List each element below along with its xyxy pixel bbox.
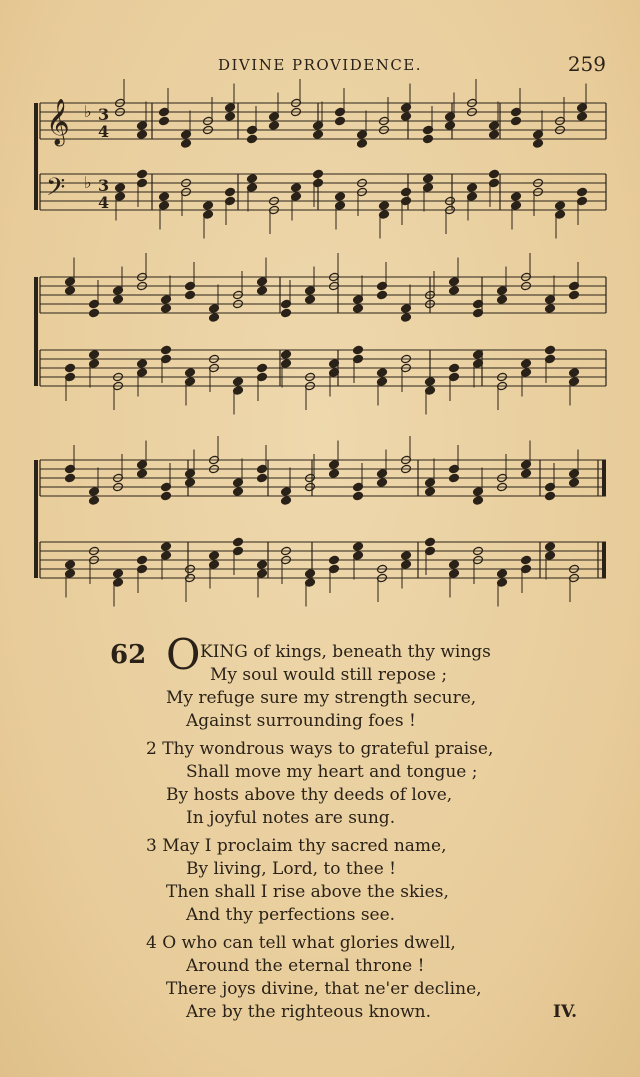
note-head <box>449 560 460 570</box>
time-signature-bottom: 4 <box>98 122 110 141</box>
verse-line: And thy perfections see. <box>186 905 396 925</box>
page-number: 259 <box>567 52 606 76</box>
note-head <box>449 286 460 296</box>
note-head <box>281 308 292 318</box>
note-head <box>313 169 324 179</box>
note-head <box>89 350 100 360</box>
note-head <box>401 112 412 122</box>
note-head <box>545 345 556 355</box>
note-head <box>233 537 244 547</box>
note-head <box>209 313 220 323</box>
verse-line: In joyful notes are sung. <box>186 808 396 828</box>
note-head <box>65 286 76 296</box>
note-head <box>545 491 556 501</box>
note-head <box>115 183 126 193</box>
note-head <box>281 350 292 360</box>
note-head <box>313 130 324 140</box>
note-head <box>497 295 508 305</box>
treble-clef: 𝄞 <box>46 99 70 145</box>
note-head <box>65 560 76 570</box>
note-head <box>137 469 148 479</box>
note-head <box>137 130 148 140</box>
bass-clef: 𝄢 <box>46 173 66 208</box>
note-head <box>445 121 456 131</box>
flat-sign: ♭ <box>84 173 92 192</box>
note-head <box>569 368 580 378</box>
note-head <box>185 478 196 488</box>
time-signature-top: 3 <box>98 176 110 195</box>
flat-sign: ♭ <box>84 102 92 121</box>
note-head <box>257 560 268 570</box>
note-head <box>425 487 436 497</box>
note-head <box>489 130 500 140</box>
verse-line: My refuge sure my strength secure, <box>166 688 477 708</box>
note-head <box>233 487 244 497</box>
note-head <box>185 290 196 300</box>
verse-line: Around the eternal throne ! <box>186 956 425 976</box>
note-head <box>335 192 346 202</box>
note-head <box>467 183 478 193</box>
verse-line: By living, Lord, to thee ! <box>186 859 397 879</box>
note-head <box>521 469 532 479</box>
note-head <box>113 569 124 579</box>
note-head <box>377 478 388 488</box>
note-head <box>305 295 316 305</box>
note-head <box>203 201 214 211</box>
note-head <box>329 555 340 565</box>
page-header-title: DIVINE PROVIDENCE. <box>217 56 423 74</box>
system-bracket <box>34 103 38 210</box>
note-head <box>161 345 172 355</box>
note-head <box>401 551 412 561</box>
note-head <box>577 187 588 197</box>
note-head <box>545 304 556 314</box>
drop-cap: O <box>166 630 201 679</box>
note-head <box>161 542 172 552</box>
note-head <box>353 542 364 552</box>
note-head <box>89 496 100 506</box>
note-head <box>269 121 280 131</box>
note-head <box>353 491 364 501</box>
note-head <box>357 139 368 149</box>
note-head <box>497 569 508 579</box>
verse-line: There joys divine, that ne'er decline, <box>166 979 482 999</box>
note-head <box>425 377 436 387</box>
note-head <box>511 192 522 202</box>
verse-line: Are by the righteous known. <box>186 1002 431 1022</box>
note-head <box>473 496 484 506</box>
note-head <box>137 359 148 369</box>
system-bracket <box>34 460 38 578</box>
note-head <box>353 345 364 355</box>
note-head <box>247 174 258 184</box>
note-head <box>89 308 100 318</box>
verse-line: Shall move my heart and tongue ; <box>186 762 478 782</box>
note-head <box>401 187 412 197</box>
system-bracket <box>34 277 38 386</box>
hymn-number: 62 <box>110 640 147 670</box>
note-head <box>545 542 556 552</box>
note-head <box>489 169 500 179</box>
note-head <box>555 201 566 211</box>
time-signature-top: 3 <box>98 105 110 124</box>
note-head <box>425 537 436 547</box>
meter-mark: IV. <box>553 1002 578 1022</box>
note-head <box>377 290 388 300</box>
note-head <box>257 286 268 296</box>
note-head <box>225 187 236 197</box>
note-head <box>569 290 580 300</box>
note-head <box>291 183 302 193</box>
note-head <box>181 139 192 149</box>
note-head <box>137 169 148 179</box>
note-head <box>521 359 532 369</box>
verse-line: Against surrounding foes ! <box>186 711 416 731</box>
note-head <box>329 469 340 479</box>
note-head <box>137 555 148 565</box>
verse-line: 4 O who can tell what glories dwell, <box>146 933 456 953</box>
note-head <box>233 377 244 387</box>
note-head <box>209 551 220 561</box>
time-signature-bottom: 4 <box>98 193 110 212</box>
note-head <box>577 112 588 122</box>
note-head <box>401 313 412 323</box>
note-head <box>521 555 532 565</box>
note-head <box>305 569 316 579</box>
note-head <box>159 116 170 126</box>
verse-line: Then shall I rise above the skies, <box>166 882 449 902</box>
note-head <box>161 491 172 501</box>
note-head <box>335 116 346 126</box>
note-head <box>247 134 258 144</box>
note-head <box>511 116 522 126</box>
note-head <box>353 304 364 314</box>
final-bar <box>602 542 606 578</box>
note-head <box>449 473 460 483</box>
note-head <box>281 496 292 506</box>
note-head <box>159 192 170 202</box>
note-head <box>379 201 390 211</box>
note-head <box>65 363 76 373</box>
verse-line: 3 May I proclaim thy sacred name, <box>146 836 447 856</box>
final-bar <box>602 460 606 496</box>
note-head <box>257 473 268 483</box>
note-head <box>185 368 196 378</box>
verse-line: By hosts above thy deeds of love, <box>166 785 453 805</box>
note-head <box>423 134 434 144</box>
note-head <box>257 363 268 373</box>
note-head <box>65 473 76 483</box>
note-head <box>533 139 544 149</box>
note-head <box>449 363 460 373</box>
note-head <box>423 174 434 184</box>
note-head <box>161 304 172 314</box>
verse-line: 2 Thy wondrous ways to grateful praise, <box>146 739 494 759</box>
note-head <box>377 368 388 378</box>
note-head <box>113 295 124 305</box>
verse-line: KING of kings, beneath thy wings <box>200 642 491 662</box>
verse-line: My soul would still repose ; <box>210 665 448 685</box>
note-head <box>225 112 236 122</box>
note-head <box>569 478 580 488</box>
